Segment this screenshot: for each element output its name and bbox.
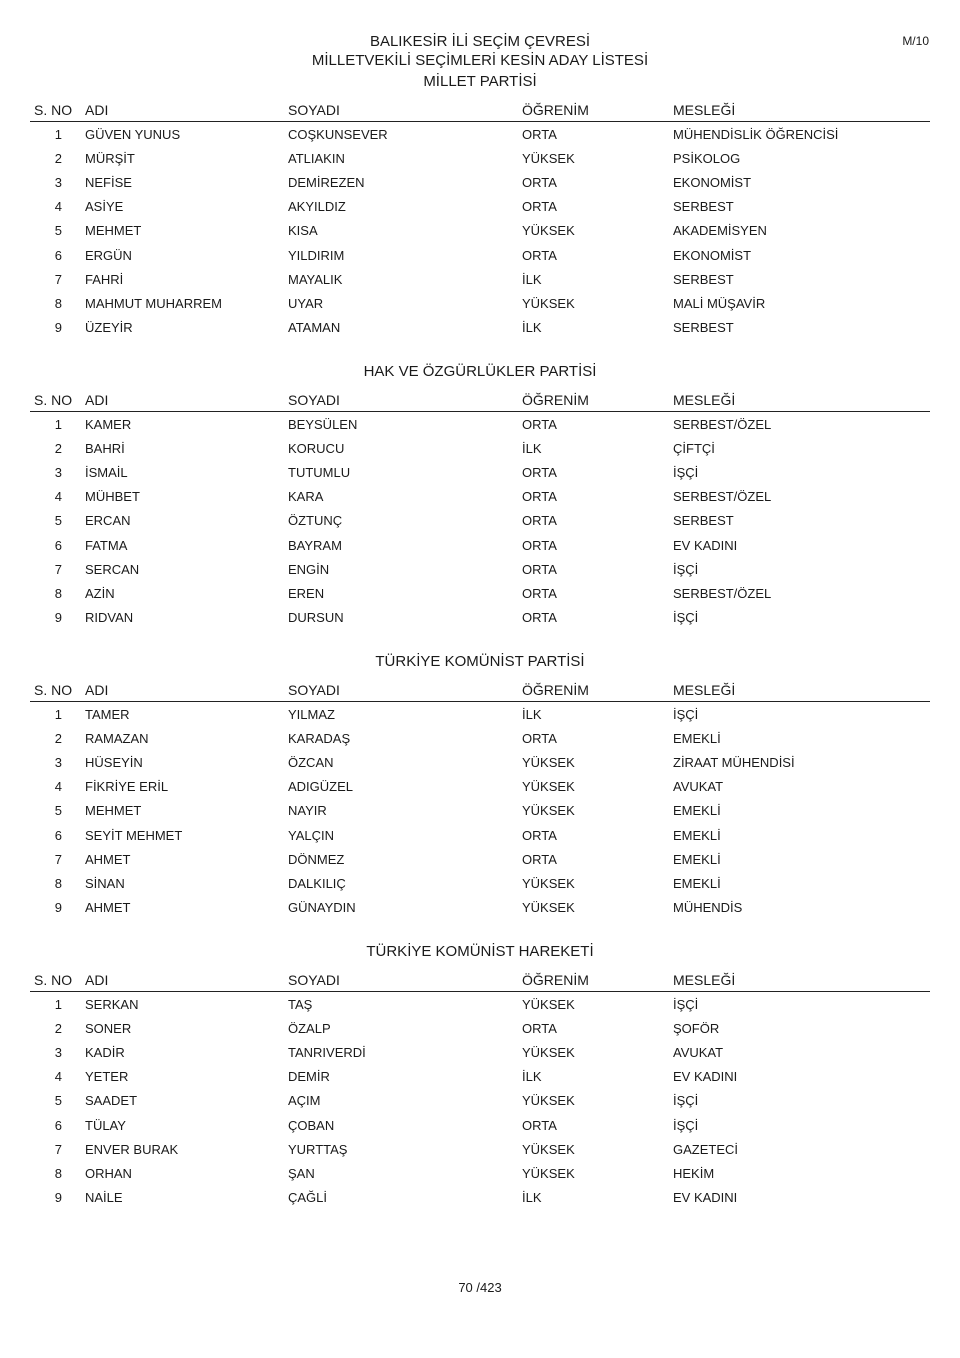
cell-education: ORTA <box>522 174 557 190</box>
cell-name: MÜHBET <box>85 489 140 505</box>
cell-name: ASİYE <box>85 199 124 215</box>
table-row <box>30 412 930 437</box>
table-header-row <box>30 385 930 412</box>
table-row <box>30 316 930 340</box>
cell-no: 8 <box>54 875 62 891</box>
page-number: 70 /423 <box>458 1280 502 1295</box>
cell-name: ENVER BURAK <box>85 1141 179 1157</box>
cell-no: 6 <box>54 1117 62 1133</box>
cell-surname: EREN <box>288 585 325 601</box>
cell-profession: EMEKLİ <box>673 730 721 746</box>
cell-education: ORTA <box>522 537 557 553</box>
cell-profession: SERBEST/ÖZEL <box>673 416 772 432</box>
cell-name: FAHRİ <box>85 271 124 287</box>
cell-profession: MÜHENDİSLİK ÖĞRENCİSİ <box>673 126 839 142</box>
cell-surname: TUTUMLU <box>288 464 351 480</box>
cell-profession: EMEKLİ <box>673 803 721 819</box>
column-header-name: ADI <box>85 965 288 992</box>
cell-surname: GÜNAYDIN <box>288 900 356 916</box>
cell-name: HÜSEYİN <box>85 754 143 770</box>
cell-profession: İŞÇİ <box>673 706 699 722</box>
document-header <box>0 32 960 70</box>
cell-no: 9 <box>54 900 62 916</box>
cell-surname: DALKILIÇ <box>288 875 346 891</box>
table-row <box>30 823 930 847</box>
cell-no: 1 <box>54 126 62 142</box>
cell-education: ORTA <box>522 610 557 626</box>
cell-surname: BEYSÜLEN <box>288 416 358 432</box>
table-row <box>30 1161 930 1185</box>
column-header-education: ÖĞRENİM <box>522 965 673 992</box>
cell-name: GÜVEN YUNUS <box>85 126 181 142</box>
cell-no: 4 <box>54 1069 62 1085</box>
cell-name: SERCAN <box>85 561 140 577</box>
cell-name: TAMER <box>85 706 130 722</box>
table-row <box>30 436 930 460</box>
cell-no: 2 <box>54 440 62 456</box>
cell-no: 9 <box>54 610 62 626</box>
cell-profession: EV KADINI <box>673 1069 738 1085</box>
cell-no: 8 <box>54 1165 62 1181</box>
table-row <box>30 243 930 267</box>
cell-surname: YILMAZ <box>288 706 335 722</box>
cell-surname: ÖZTUNÇ <box>288 513 343 529</box>
cell-no: 7 <box>54 1141 62 1157</box>
table-row <box>30 750 930 774</box>
column-header-education: ÖĞRENİM <box>522 385 673 412</box>
cell-education: YÜKSEK <box>522 1141 575 1157</box>
table-row <box>30 1016 930 1040</box>
cell-surname: TANRIVERDİ <box>288 1044 366 1060</box>
cell-no: 2 <box>54 150 62 166</box>
cell-surname: KARADAŞ <box>288 730 351 746</box>
cell-surname: ENGİN <box>288 561 330 577</box>
cell-name: SERKAN <box>85 996 139 1012</box>
cell-education: YÜKSEK <box>522 295 575 311</box>
table-row <box>30 871 930 895</box>
column-header-profession: MESLEĞİ <box>673 675 930 702</box>
cell-name: FİKRİYE ERİL <box>85 779 169 795</box>
header-line-2: MİLLETVEKİLİ SEÇİMLERİ KESİN ADAY LİSTESİ <box>311 52 649 69</box>
column-header-profession: MESLEĞİ <box>673 965 930 992</box>
cell-name: MÜRŞİT <box>85 150 135 166</box>
party-title: HAK VE ÖZGÜRLÜKLER PARTİSİ <box>363 363 597 380</box>
cell-profession: MÜHENDİS <box>673 900 743 916</box>
table-row <box>30 1040 930 1064</box>
column-header-no: S. NO <box>30 385 85 412</box>
table-row <box>30 291 930 315</box>
cell-education: İLK <box>522 271 542 287</box>
cell-profession: AVUKAT <box>673 779 724 795</box>
cell-profession: GAZETECİ <box>673 1141 739 1157</box>
table-row <box>30 533 930 557</box>
cell-name: RIDVAN <box>85 610 134 626</box>
table-header-row <box>30 95 930 122</box>
cell-education: YÜKSEK <box>522 1165 575 1181</box>
cell-no: 9 <box>54 320 62 336</box>
cell-education: ORTA <box>522 851 557 867</box>
cell-education: İLK <box>522 320 542 336</box>
cell-education: İLK <box>522 440 542 456</box>
table-row <box>30 557 930 581</box>
cell-name: FATMA <box>85 537 128 553</box>
table-row <box>30 799 930 823</box>
table-row <box>30 1065 930 1089</box>
table-row <box>30 1089 930 1113</box>
cell-surname: KARA <box>288 489 324 505</box>
cell-surname: ÖZALP <box>288 1020 331 1036</box>
cell-surname: YURTTAŞ <box>288 1141 348 1157</box>
cell-no: 5 <box>54 513 62 529</box>
cell-name: BAHRİ <box>85 440 125 456</box>
column-header-surname: SOYADI <box>288 385 522 412</box>
cell-profession: AVUKAT <box>673 1044 724 1060</box>
cell-profession: SERBEST/ÖZEL <box>673 585 772 601</box>
cell-education: ORTA <box>522 247 557 263</box>
cell-surname: YILDIRIM <box>288 247 345 263</box>
cell-name: KADİR <box>85 1044 125 1060</box>
cell-education: ORTA <box>522 561 557 577</box>
cell-education: ORTA <box>522 1020 557 1036</box>
cell-surname: ÖZCAN <box>288 754 334 770</box>
table-row <box>30 992 930 1017</box>
table-row <box>30 775 930 799</box>
cell-education: YÜKSEK <box>522 754 575 770</box>
cell-profession: İŞÇİ <box>673 1117 699 1133</box>
cell-surname: ÇOBAN <box>288 1117 335 1133</box>
cell-surname: ÇAĞLİ <box>288 1190 328 1206</box>
table-header-row <box>30 675 930 702</box>
cell-name: AZİN <box>85 585 115 601</box>
cell-no: 5 <box>54 223 62 239</box>
column-header-no: S. NO <box>30 675 85 702</box>
cell-name: SİNAN <box>85 875 125 891</box>
cell-education: ORTA <box>522 730 557 746</box>
cell-name: SAADET <box>85 1093 138 1109</box>
cell-profession: SERBEST <box>673 513 734 529</box>
cell-education: İLK <box>522 1190 542 1206</box>
cell-name: MEHMET <box>85 803 142 819</box>
cell-education: YÜKSEK <box>522 223 575 239</box>
cell-no: 6 <box>54 247 62 263</box>
cell-no: 6 <box>54 537 62 553</box>
table-row <box>30 1113 930 1137</box>
cell-name: RAMAZAN <box>85 730 149 746</box>
cell-surname: ATAMAN <box>288 320 341 336</box>
cell-no: 3 <box>54 174 62 190</box>
cell-name: AHMET <box>85 900 131 916</box>
cell-profession: İŞÇİ <box>673 1093 699 1109</box>
cell-profession: İŞÇİ <box>673 561 699 577</box>
cell-surname: DEMİR <box>288 1069 330 1085</box>
cell-profession: ZİRAAT MÜHENDİSİ <box>673 754 795 770</box>
cell-name: NAİLE <box>85 1190 123 1206</box>
cell-no: 1 <box>54 706 62 722</box>
cell-name: SEYİT MEHMET <box>85 827 183 843</box>
cell-education: ORTA <box>522 585 557 601</box>
cell-profession: EMEKLİ <box>673 875 721 891</box>
cell-name: ÜZEYİR <box>85 320 133 336</box>
cell-education: ORTA <box>522 464 557 480</box>
cell-education: YÜKSEK <box>522 779 575 795</box>
table-row <box>30 1186 930 1210</box>
table-row <box>30 726 930 750</box>
cell-profession: MALİ MÜŞAVİR <box>673 295 766 311</box>
cell-profession: SERBEST/ÖZEL <box>673 489 772 505</box>
cell-profession: ÇİFTÇİ <box>673 440 715 456</box>
column-header-profession: MESLEĞİ <box>673 95 930 122</box>
cell-surname: BAYRAM <box>288 537 342 553</box>
table-row <box>30 509 930 533</box>
column-header-name: ADI <box>85 675 288 702</box>
cell-surname: DÖNMEZ <box>288 851 345 867</box>
cell-name: TÜLAY <box>85 1117 126 1133</box>
cell-name: SONER <box>85 1020 132 1036</box>
column-header-profession: MESLEĞİ <box>673 385 930 412</box>
cell-profession: EMEKLİ <box>673 851 721 867</box>
candidate-table <box>30 95 930 340</box>
column-header-surname: SOYADI <box>288 95 522 122</box>
cell-profession: PSİKOLOG <box>673 150 741 166</box>
page-code: M/10 <box>902 34 929 48</box>
header-line-1: BALIKESİR İLİ SEÇİM ÇEVRESİ <box>369 33 591 50</box>
column-header-surname: SOYADI <box>288 965 522 992</box>
table-row <box>30 267 930 291</box>
cell-profession: HEKİM <box>673 1165 715 1181</box>
cell-profession: AKADEMİSYEN <box>673 223 767 239</box>
cell-education: ORTA <box>522 199 557 215</box>
cell-surname: ADIGÜZEL <box>288 779 354 795</box>
cell-surname: AKYILDIZ <box>288 199 346 215</box>
cell-no: 7 <box>54 271 62 287</box>
cell-no: 7 <box>54 851 62 867</box>
table-row <box>30 195 930 219</box>
cell-name: ERGÜN <box>85 247 132 263</box>
table-header-row <box>30 965 930 992</box>
cell-education: YÜKSEK <box>522 996 575 1012</box>
table-row <box>30 170 930 194</box>
cell-no: 2 <box>54 1020 62 1036</box>
cell-profession: SERBEST <box>673 199 734 215</box>
table-row <box>30 122 930 147</box>
cell-education: YÜKSEK <box>522 150 575 166</box>
column-header-no: S. NO <box>30 95 85 122</box>
column-header-name: ADI <box>85 385 288 412</box>
party-title: TÜRKİYE KOMÜNİST HAREKETİ <box>366 943 594 960</box>
cell-no: 5 <box>54 1093 62 1109</box>
table-row <box>30 485 930 509</box>
table-row <box>30 219 930 243</box>
cell-no: 3 <box>54 464 62 480</box>
cell-no: 3 <box>54 1044 62 1060</box>
cell-surname: KORUCU <box>288 440 345 456</box>
table-row <box>30 1137 930 1161</box>
candidate-table <box>30 385 930 630</box>
cell-education: ORTA <box>522 416 557 432</box>
cell-surname: TAŞ <box>288 996 313 1012</box>
table-row <box>30 702 930 727</box>
cell-name: İSMAİL <box>85 464 128 480</box>
cell-education: İLK <box>522 706 542 722</box>
table-row <box>30 581 930 605</box>
cell-no: 8 <box>54 585 62 601</box>
cell-name: NEFİSE <box>85 174 132 190</box>
cell-profession: EKONOMİST <box>673 247 752 263</box>
cell-no: 9 <box>54 1190 62 1206</box>
cell-surname: COŞKUNSEVER <box>288 126 388 142</box>
cell-profession: SERBEST <box>673 271 734 287</box>
cell-no: 3 <box>54 754 62 770</box>
cell-surname: ŞAN <box>288 1165 315 1181</box>
cell-no: 4 <box>54 489 62 505</box>
cell-surname: DEMİREZEN <box>288 174 365 190</box>
cell-name: AHMET <box>85 851 131 867</box>
cell-profession: SERBEST <box>673 320 734 336</box>
cell-no: 4 <box>54 199 62 215</box>
column-header-education: ÖĞRENİM <box>522 95 673 122</box>
cell-surname: ATLIAKIN <box>288 150 345 166</box>
cell-profession: EMEKLİ <box>673 827 721 843</box>
cell-profession: EKONOMİST <box>673 174 752 190</box>
cell-surname: DURSUN <box>288 610 344 626</box>
cell-no: 6 <box>54 827 62 843</box>
cell-no: 5 <box>54 803 62 819</box>
cell-education: YÜKSEK <box>522 900 575 916</box>
cell-name: ORHAN <box>85 1165 132 1181</box>
cell-profession: ŞOFÖR <box>673 1020 720 1036</box>
cell-name: MAHMUT MUHARREM <box>85 295 222 311</box>
cell-no: 7 <box>54 561 62 577</box>
cell-surname: AÇIM <box>288 1093 321 1109</box>
table-row <box>30 146 930 170</box>
cell-education: ORTA <box>522 1117 557 1133</box>
cell-name: ERCAN <box>85 513 131 529</box>
candidate-table <box>30 675 930 920</box>
cell-profession: EV KADINI <box>673 537 738 553</box>
cell-no: 2 <box>54 730 62 746</box>
column-header-no: S. NO <box>30 965 85 992</box>
cell-no: 4 <box>54 779 62 795</box>
cell-profession: İŞÇİ <box>673 610 699 626</box>
cell-education: YÜKSEK <box>522 1044 575 1060</box>
cell-education: ORTA <box>522 489 557 505</box>
cell-education: YÜKSEK <box>522 1093 575 1109</box>
column-header-name: ADI <box>85 95 288 122</box>
cell-education: İLK <box>522 1069 542 1085</box>
cell-profession: İŞÇİ <box>673 996 699 1012</box>
party-title: MİLLET PARTİSİ <box>423 73 537 90</box>
table-row <box>30 896 930 920</box>
cell-education: ORTA <box>522 126 557 142</box>
cell-no: 1 <box>54 996 62 1012</box>
cell-surname: YALÇIN <box>288 827 334 843</box>
column-header-surname: SOYADI <box>288 675 522 702</box>
cell-name: KAMER <box>85 416 132 432</box>
cell-surname: UYAR <box>288 295 324 311</box>
cell-no: 1 <box>54 416 62 432</box>
cell-surname: KISA <box>288 223 318 239</box>
table-row <box>30 606 930 630</box>
cell-education: ORTA <box>522 827 557 843</box>
cell-profession: EV KADINI <box>673 1190 738 1206</box>
party-title: TÜRKİYE KOMÜNİST PARTİSİ <box>375 653 585 670</box>
cell-education: YÜKSEK <box>522 875 575 891</box>
candidate-table <box>30 965 930 1210</box>
cell-profession: İŞÇİ <box>673 464 699 480</box>
cell-surname: NAYIR <box>288 803 327 819</box>
cell-education: YÜKSEK <box>522 803 575 819</box>
cell-surname: MAYALIK <box>288 271 343 287</box>
cell-name: YETER <box>85 1069 129 1085</box>
cell-name: MEHMET <box>85 223 142 239</box>
cell-no: 8 <box>54 295 62 311</box>
cell-education: ORTA <box>522 513 557 529</box>
table-row <box>30 460 930 484</box>
column-header-education: ÖĞRENİM <box>522 675 673 702</box>
table-row <box>30 847 930 871</box>
